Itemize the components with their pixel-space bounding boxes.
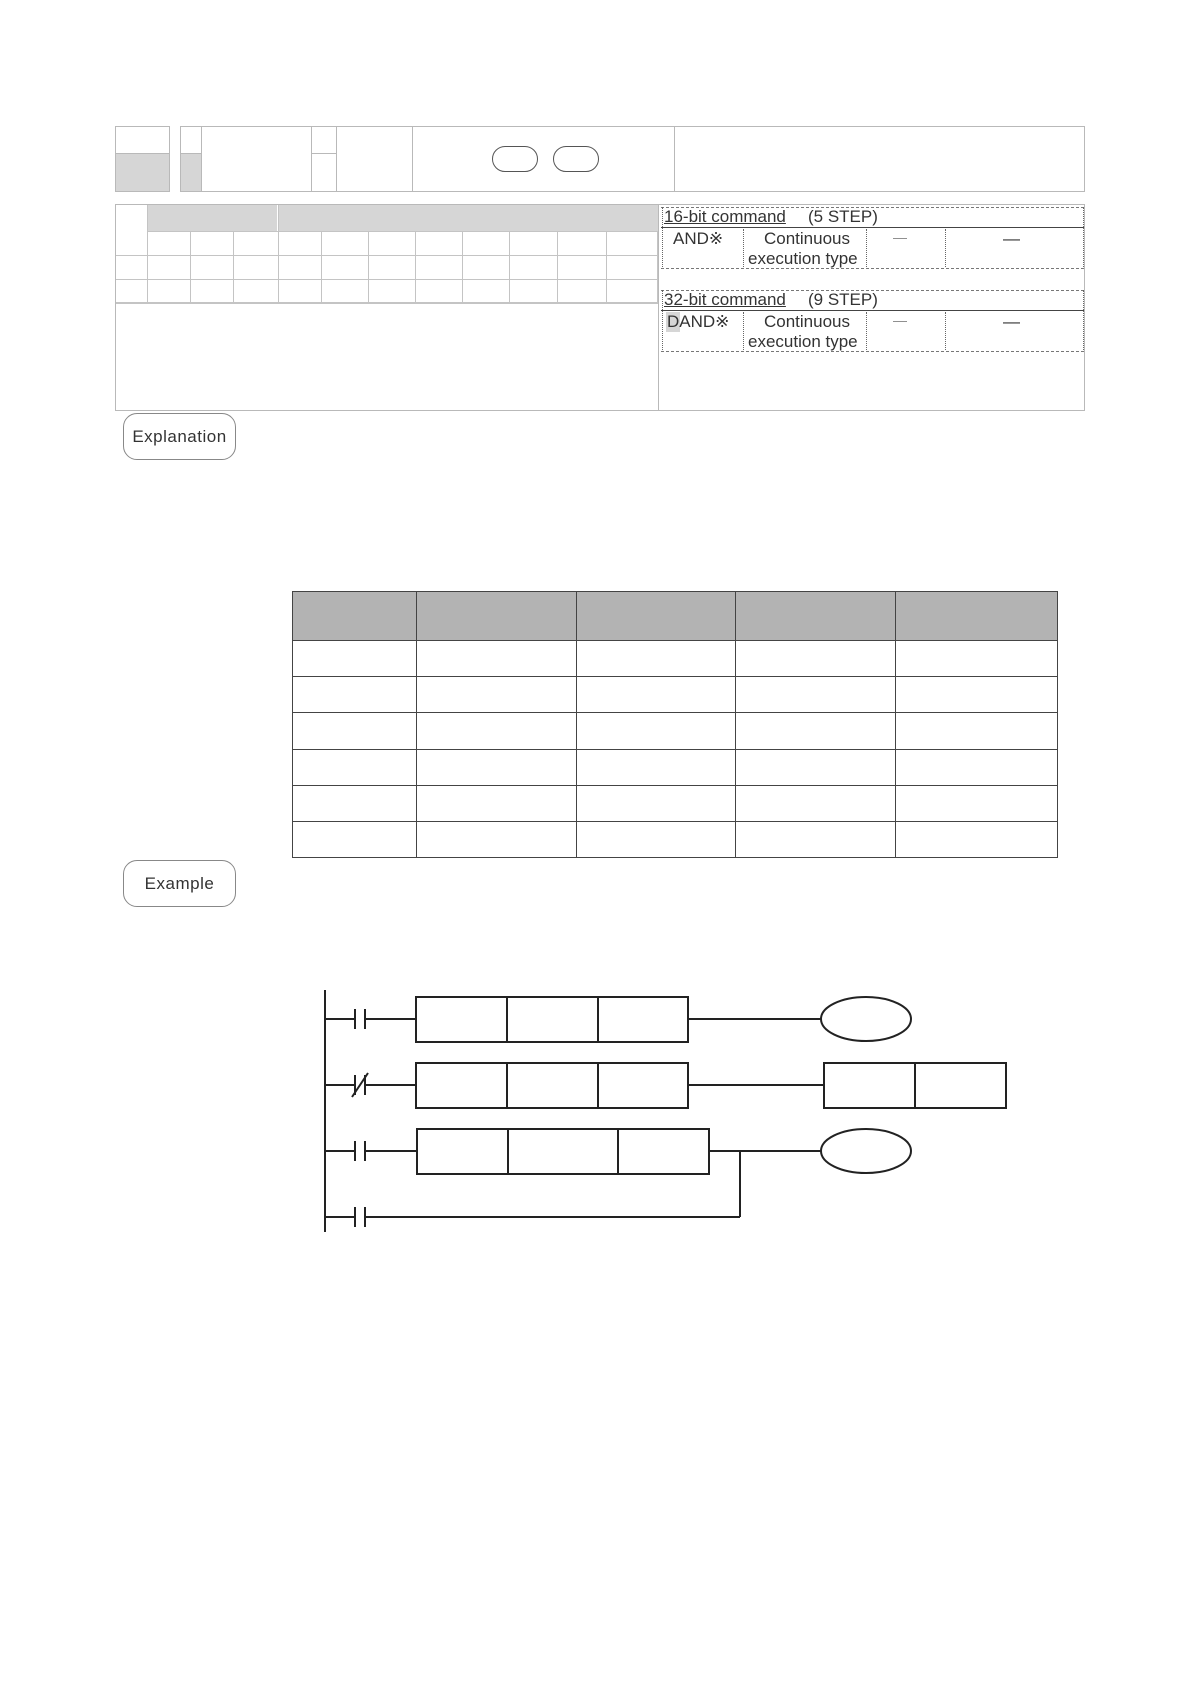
ladder-diagram [300,980,1020,1240]
api-number-cell [115,126,170,192]
table-cell [417,713,577,749]
table-header-cell [736,592,896,641]
command-16bit-type-line1: Continuous [764,229,851,248]
table-cell [736,641,896,677]
table-row [293,677,1058,713]
table-header-row [293,592,1058,641]
grid-row-line [116,255,658,256]
rung-3 [325,1129,911,1174]
table-cell [736,677,896,713]
table-row [293,785,1058,821]
mnemonic-marker-shade [181,153,201,191]
device-grid [116,205,658,303]
command-32bit-mnemonic: DAND※ [667,312,730,331]
mnemonic-marker-cell [180,126,202,192]
table-cell [736,785,896,821]
table-cell [896,749,1058,785]
compare-block-1b [507,997,598,1042]
example-tab: Example [123,860,236,907]
function-cell [674,126,1085,192]
command-32bit-steps: (9 STEP) [808,290,878,309]
application-block-2b [915,1063,1006,1108]
command-32bit-type-line2: execution type [748,332,858,351]
table-cell [417,749,577,785]
output-coil-1 [821,997,911,1041]
grid-row-line [116,303,658,304]
table-cell [417,785,577,821]
grid-col-line [147,231,148,303]
instruction-header [115,126,1085,192]
table-cell [576,821,736,857]
operand-marker-divider-v [336,127,337,191]
grid-col-line [462,231,463,303]
operand-spec-frame [115,204,1085,411]
output-coil-3 [821,1129,911,1173]
table-cell [576,785,736,821]
application-block-2a [824,1063,915,1108]
rung-2 [325,1063,1006,1108]
compare-block-3c [618,1129,709,1174]
table-cell [896,821,1058,857]
table-cell [896,641,1058,677]
table-header-cell [293,592,417,641]
compare-block-1c [598,997,688,1042]
command-32bit-flag: — [1003,312,1020,331]
command-32bit-type-line1: Continuous [764,312,851,331]
table-cell [293,677,417,713]
operands-cell [412,126,675,192]
table-cell [417,677,577,713]
operand-pill-s2 [553,146,599,172]
rung-1 [325,997,911,1042]
command-16bit-block [661,205,1084,270]
table-cell [293,785,417,821]
table-cell [576,713,736,749]
command-32bit-pulse: — [893,312,907,328]
command-16bit-flag: — [1003,229,1020,248]
grid-row-line [147,231,658,232]
table-row [293,641,1058,677]
grid-cells [116,205,658,303]
table-cell [293,713,417,749]
table-cell [736,821,896,857]
table-cell [417,821,577,857]
grid-row-line [116,279,658,280]
table-row [293,821,1058,857]
command-32bit-block [661,288,1084,353]
command-16bit-steps: (5 STEP) [808,207,878,226]
table-cell [576,641,736,677]
table-cell [896,785,1058,821]
grid-col-line [415,231,416,303]
table-cell [293,821,417,857]
table-cell [736,749,896,785]
compare-block-3b [508,1129,618,1174]
table-cell [896,677,1058,713]
grid-col-line [190,231,191,303]
api-number-shade [116,153,169,191]
table-cell [417,641,577,677]
command-16bit-pulse: — [893,229,907,245]
mnemonic-cell [201,126,413,192]
spec-divider [658,205,659,410]
grid-col-line [321,231,322,303]
table-cell [293,749,417,785]
operand-marker-divider [312,153,336,154]
mnemonic-divider [311,127,312,191]
compare-block-2c [598,1063,688,1108]
table-header-cell [417,592,577,641]
grid-col-line [278,231,279,303]
table-header-cell [896,592,1058,641]
table-row [293,749,1058,785]
table-cell [293,641,417,677]
table-cell [576,677,736,713]
command-16bit-mnemonic: AND※ [673,229,724,248]
command-16bit-type-line2: execution type [748,249,858,268]
command-16bit-header: 16-bit command [664,207,786,226]
explanation-tab: Explanation [123,413,236,460]
grid-col-line [233,231,234,303]
table-cell [896,713,1058,749]
grid-col-line [509,231,510,303]
grid-col-line [557,231,558,303]
table-cell [576,749,736,785]
compare-block-2a [416,1063,507,1108]
operand-pill-s1 [492,146,538,172]
compare-block-1a [416,997,507,1042]
table-cell [736,713,896,749]
table-row [293,713,1058,749]
comparison-table [292,591,1058,858]
command-32bit-header: 32-bit command [664,290,786,309]
grid-col-line [368,231,369,303]
grid-col-line [606,231,607,303]
compare-block-3a [417,1129,508,1174]
compare-block-2b [507,1063,598,1108]
table-header-cell [576,592,736,641]
rung-4 [325,1151,740,1227]
